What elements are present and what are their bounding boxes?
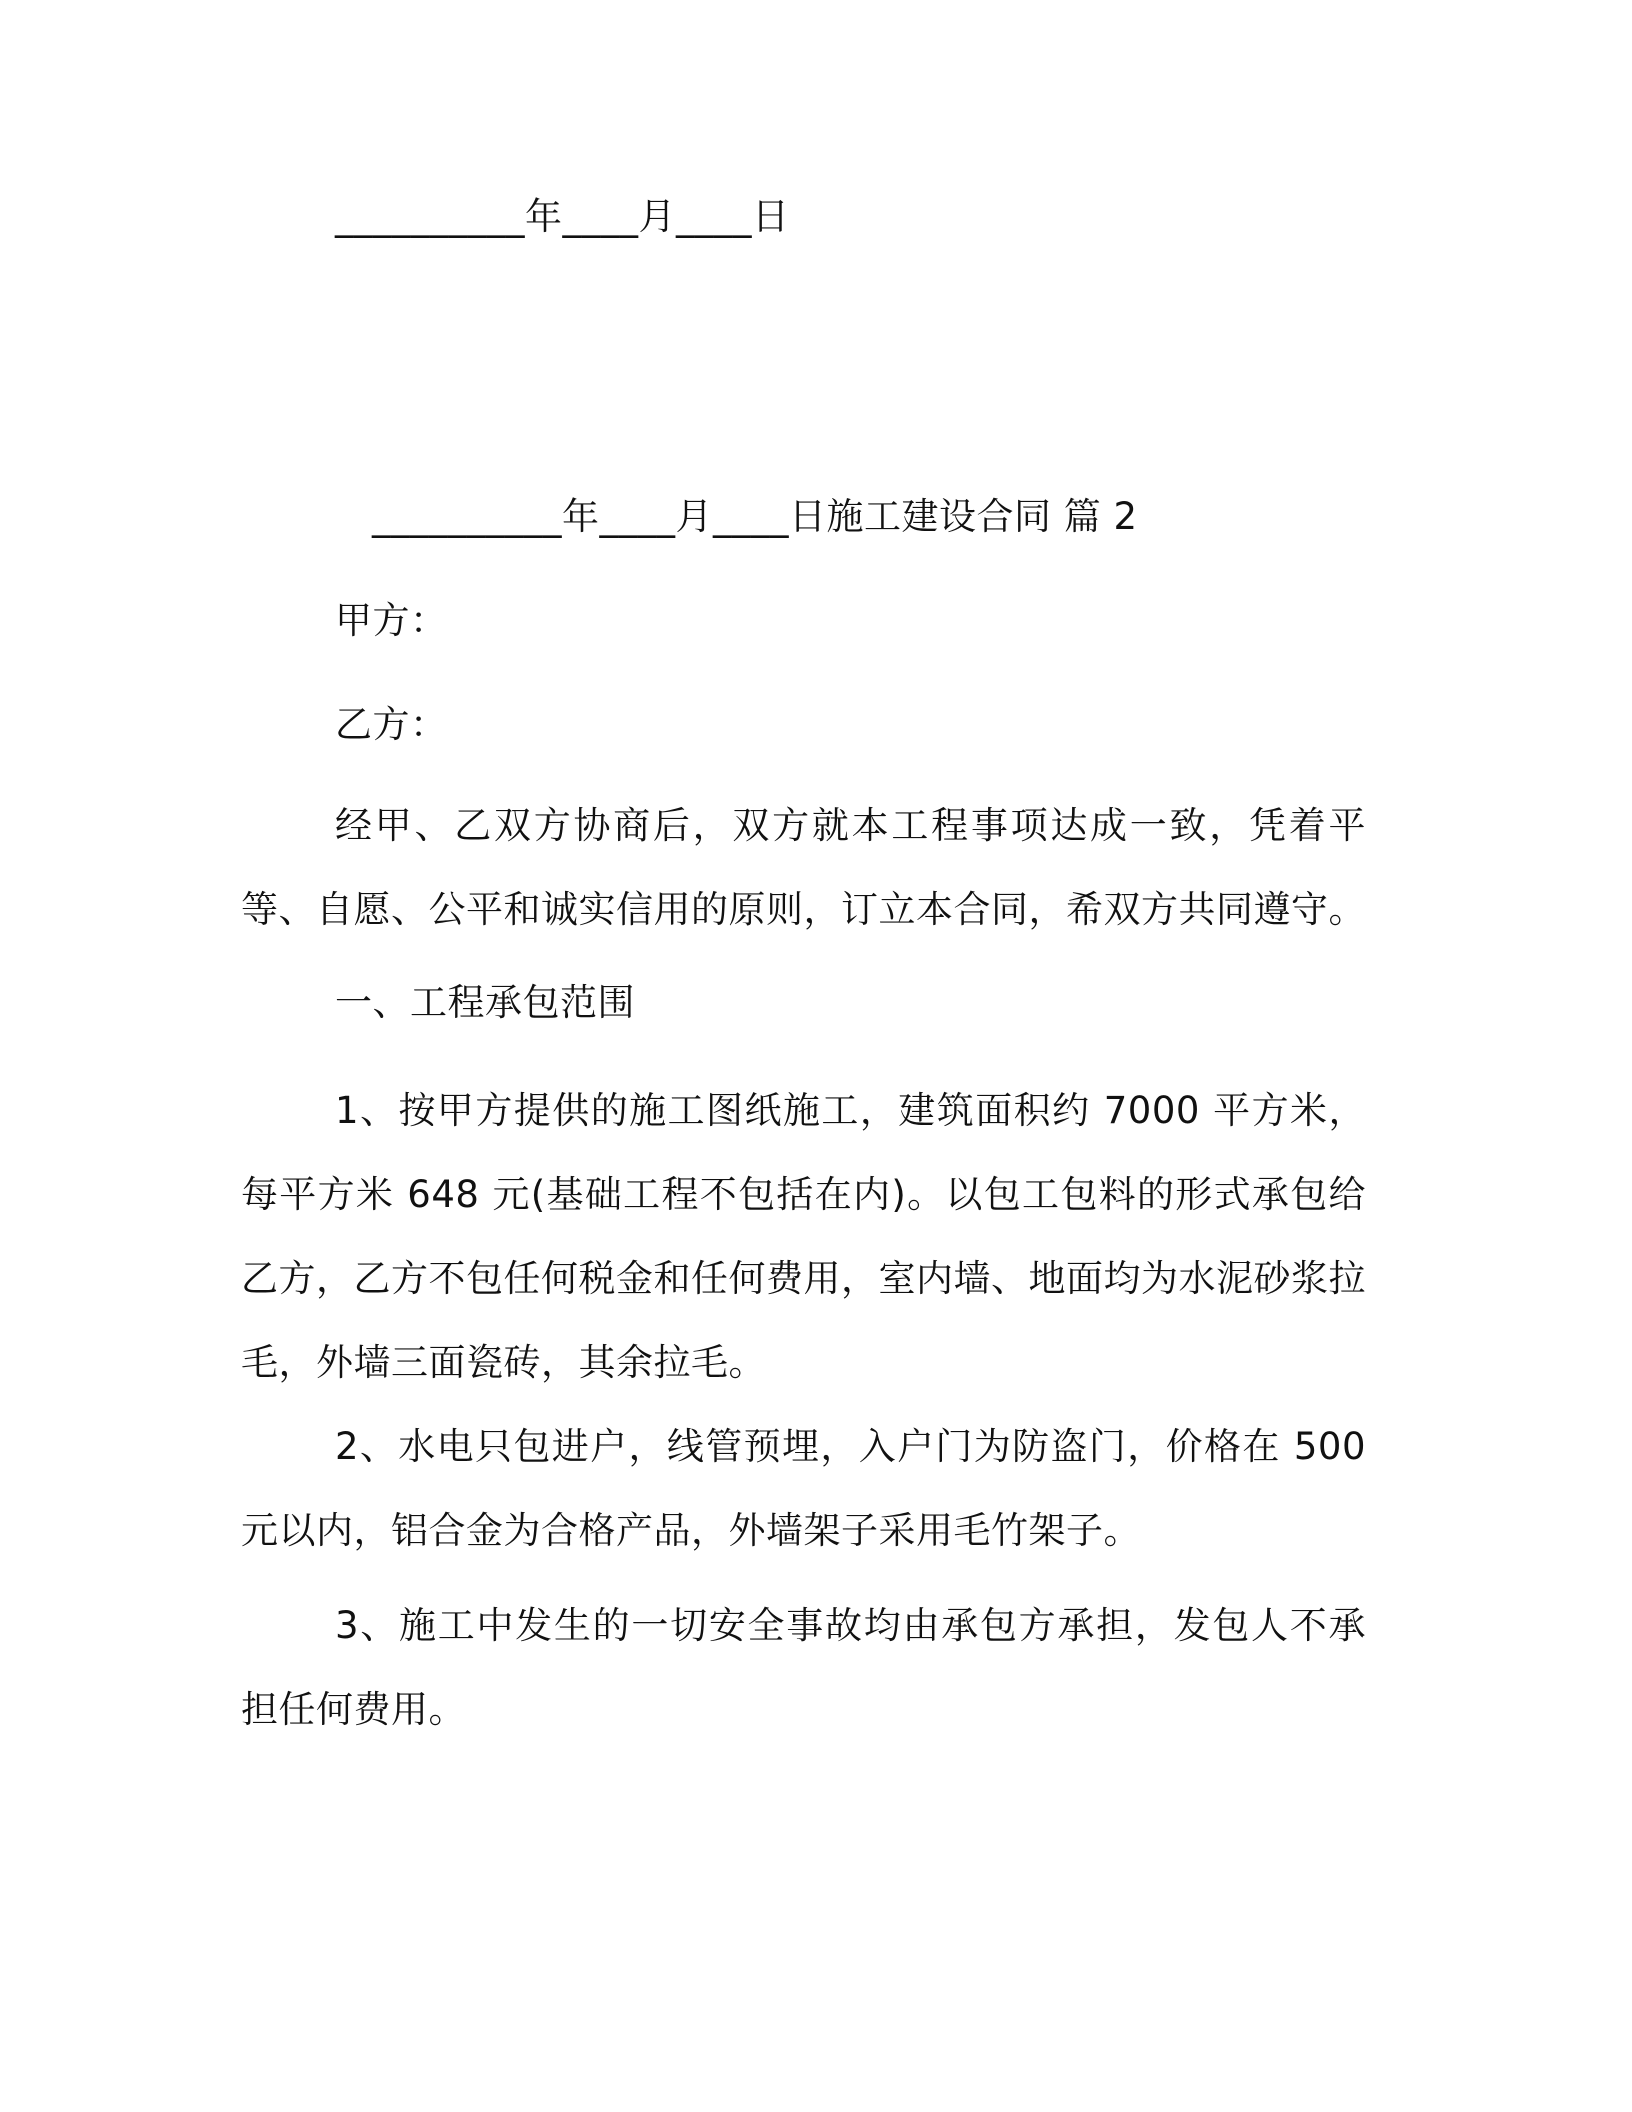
contract-title: __________年____月____日施工建设合同 篇 2 <box>372 495 1138 538</box>
party-a-label: 甲方： <box>335 599 448 642</box>
party-b-label: 乙方： <box>335 703 448 746</box>
item-3-paragraph: 3、施工中发生的一切安全事故均由承包方承担，发包人不承担任何费用。 <box>241 1604 1366 1731</box>
intro-paragraph: 经甲、乙双方协商后，双方就本工程事项达成一致，凭着平等、自愿、公平和诚实信用的原则，订立本合同，希双方共同遵守。 <box>241 804 1366 931</box>
section-1-heading: 一、工程承包范围 <box>335 981 635 1024</box>
item-2-paragraph: 2、水电只包进户，线管预埋，入户门为防盗门，价格在 500 元以内，铝合金为合格产品，外墙架子采用毛竹架子。 <box>241 1425 1366 1552</box>
item-1-paragraph: 1、按甲方提供的施工图纸施工，建筑面积约 7000 平方米，每平方米 648 元(基础工程不包括在内)。以包工包料的形式承包给乙方，乙方不包任何税金和任何费用，室内墙、地面均为水泥砂浆拉毛，外墙三面瓷砖，其余拉毛。 <box>241 1089 1366 1384</box>
date-line: __________年____月____日 <box>335 195 790 238</box>
